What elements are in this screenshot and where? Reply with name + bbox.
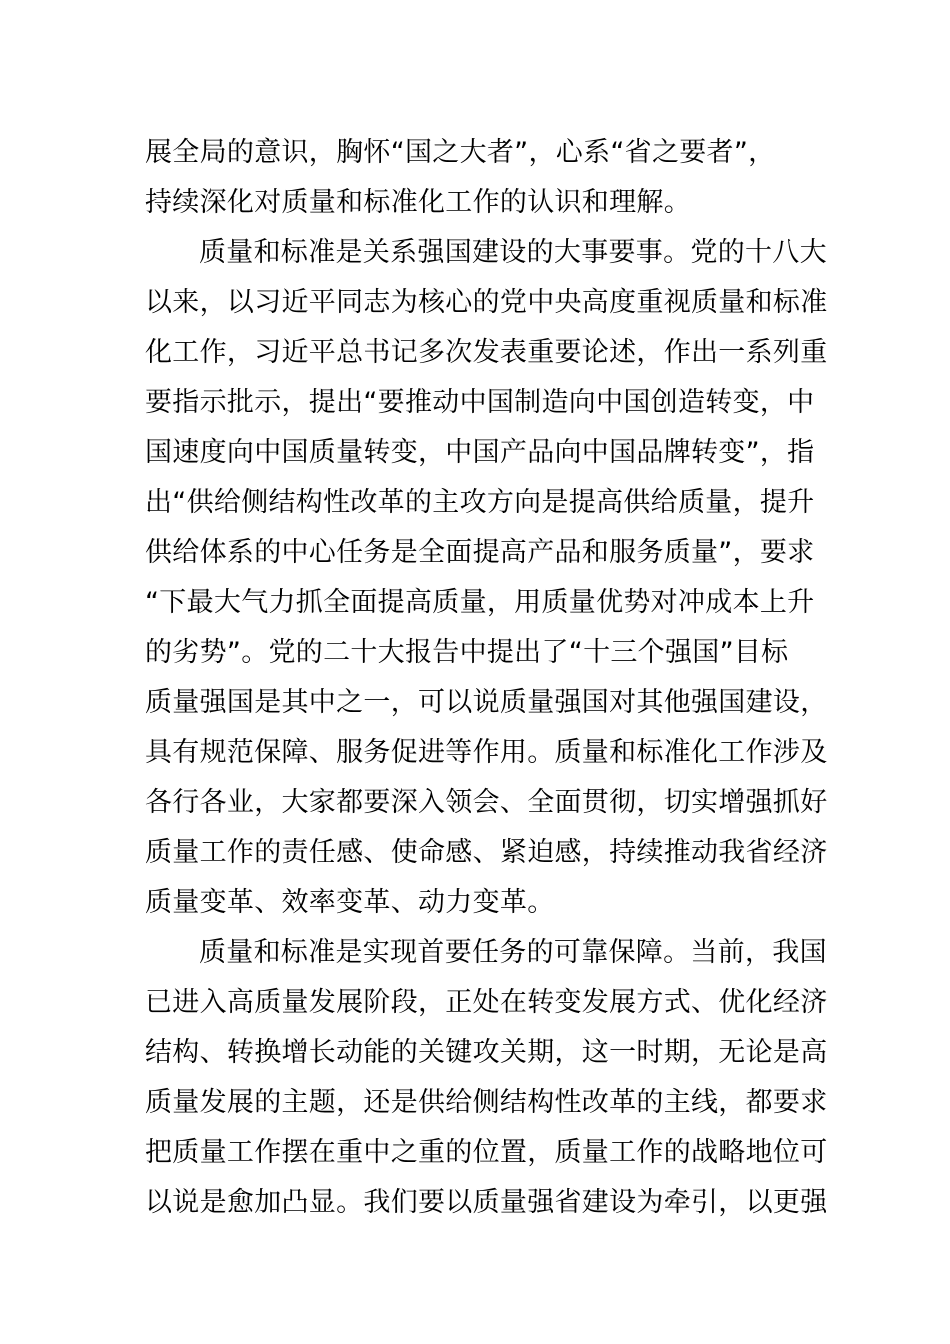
- text-line: 供给体系的中心任务是全面提高产品和服务质量”，要求: [145, 537, 815, 568]
- text-line: 质量强国是其中之一，可以说质量强国对其他强国建设，: [145, 687, 828, 718]
- text-line: 出“供给侧结构性改革的主攻方向是提高供给质量，提升: [145, 487, 815, 518]
- text-line: 化工作，习近平总书记多次发表重要论述，作出一系列重: [145, 337, 828, 368]
- text-line: 以说是愈加凸显。我们要以质量强省建设为牵引，以更强: [145, 1187, 828, 1218]
- text-line: 展全局的意识，胸怀“国之大者”，心系“省之要者”，: [145, 137, 776, 168]
- text-line: 把质量工作摆在重中之重的位置，质量工作的战略地位可: [145, 1137, 828, 1168]
- text-line: 以来，以习近平同志为核心的党中央高度重视质量和标准: [145, 287, 828, 318]
- text-line: “下最大气力抓全面提高质量，用质量优势对冲成本上升: [145, 587, 815, 618]
- text-line: 具有规范保障、服务促进等作用。质量和标准化工作涉及: [145, 737, 828, 768]
- text-line: 持续深化对质量和标准化工作的认识和理解。: [145, 187, 691, 218]
- body-text: [145, 128, 828, 1228]
- text-line: 要指示批示，提出“要推动中国制造向中国创造转变，中: [145, 387, 815, 418]
- text-line: 结构、转换增长动能的关键攻关期，这一时期，无论是高: [145, 1037, 828, 1068]
- text-line: 质量发展的主题，还是供给侧结构性改革的主线，都要求: [145, 1087, 828, 1118]
- text-line: 已进入高质量发展阶段，正处在转变发展方式、优化经济: [145, 987, 828, 1018]
- text-line: 国速度向中国质量转变，中国产品向中国品牌转变”，指: [145, 437, 815, 468]
- text-line: 质量变革、效率变革、动力变革。: [145, 887, 555, 918]
- text-line: 各行各业，大家都要深入领会、全面贯彻，切实增强抓好: [145, 787, 828, 818]
- text-line: 质量和标准是实现首要任务的可靠保障。当前，我国: [199, 937, 827, 968]
- text-line: 质量工作的责任感、使命感、紧迫感，持续推动我省经济: [145, 837, 828, 868]
- text-line: 的劣势”。党的二十大报告中提出了“十三个强国”目标: [145, 637, 789, 668]
- text-line: 质量和标准是关系强国建设的大事要事。党的十八大: [199, 237, 827, 268]
